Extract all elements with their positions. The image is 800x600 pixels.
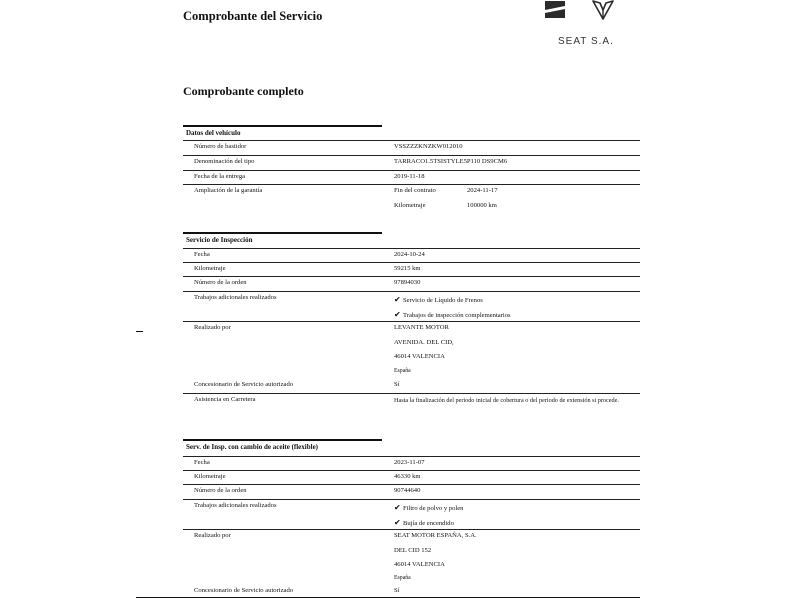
address-line: 46014 VALENCIA (394, 561, 445, 568)
row-value: 46330 km (394, 473, 421, 480)
section-title: Datos del vehículo (186, 129, 241, 137)
document-title: Comprobante del Servicio (183, 9, 323, 23)
table-row (183, 184, 640, 214)
work-item: ✔ Servicio de Líquido de Frenos (394, 295, 483, 304)
table-row (183, 456, 640, 470)
table-row (183, 155, 640, 170)
checkmark-icon: ✔ (394, 310, 401, 319)
table-row (183, 262, 640, 276)
row-value: 2019-11-18 (394, 173, 425, 180)
table-row (183, 170, 640, 184)
table-row (183, 321, 640, 381)
address-line: 46014 VALENCIA (394, 353, 445, 360)
row-label: Kilometraje (194, 473, 226, 480)
row-label: Concesionario de Servicio autorizado (194, 381, 294, 388)
row-label: Número de la orden (194, 279, 247, 286)
table-row (183, 499, 640, 529)
address-line: LEVANTE MOTOR (394, 324, 449, 331)
row-label: Ampliación de la garantía (194, 187, 263, 194)
row-label: Fecha de la entrega (194, 173, 246, 180)
vehicle-section-header (183, 125, 382, 140)
cupra-logo-icon (592, 0, 614, 20)
row-label: Realizado por (194, 324, 231, 331)
checkmark-icon: ✔ (394, 503, 401, 512)
row-value: 97894030 (394, 279, 421, 286)
row-value: Hasta la finalización del periodo inicial de cobertura o del periodo de extensión si procede. (394, 397, 619, 404)
row-value: Sí (394, 381, 400, 388)
seat-logo-icon (544, 0, 566, 19)
address-line: España (394, 368, 411, 374)
work-item: ✔ Bujía de encendido (394, 518, 454, 527)
warranty-end-label: Fin del contrato (394, 187, 436, 194)
row-label: Número de bastidor (194, 143, 247, 150)
warranty-km-value: 100000 km (467, 202, 497, 209)
table-row (183, 276, 640, 291)
work-item: ✔ Trabajos de inspección complementarios (394, 310, 511, 319)
bottom-rule (136, 597, 640, 598)
row-value: TARRACO1.5TSISTYLE5P110 DS9CM6 (394, 158, 508, 165)
row-label: Concesionario de Servicio autorizado (194, 587, 294, 594)
row-label: Trabajos adicionales realizados (194, 502, 277, 509)
row-label: Fecha (194, 459, 210, 466)
row-label: Número de la orden (194, 487, 247, 494)
row-label: Trabajos adicionales realizados (194, 294, 277, 301)
inspection-section-header (183, 232, 382, 247)
brand-header (538, 0, 628, 52)
address-line: DEL CID 152 (394, 547, 432, 554)
row-value: 59215 km (394, 265, 421, 272)
section-title: Serv. de Insp. con cambio de aceite (flexible) (186, 443, 319, 451)
table-row (183, 470, 640, 484)
margin-mark (136, 331, 143, 332)
row-label: Kilometraje (194, 265, 226, 272)
table-row (183, 587, 640, 597)
table-row (183, 248, 640, 262)
table-row (183, 529, 640, 587)
table-row (183, 484, 640, 499)
oil-service-section-header (183, 439, 382, 454)
table-row (183, 381, 640, 393)
row-value: 2024-10-24 (394, 251, 425, 258)
table-row (183, 393, 640, 422)
document-subtitle: Comprobante completo (183, 84, 304, 98)
section-title: Servicio de Inspección (186, 236, 253, 244)
warranty-km-label: Kilometraje (394, 202, 426, 209)
brand-name: SEAT S.A. (558, 36, 614, 47)
row-label: Denominación del tipo (194, 158, 255, 165)
table-row (183, 291, 640, 321)
row-label: Fecha (194, 251, 210, 258)
address-line: España (394, 575, 411, 581)
row-value: VSSZZZKNZKW012010 (394, 143, 463, 150)
row-label: Asistencia en Carretera (194, 396, 256, 403)
row-label: Realizado por (194, 532, 231, 539)
table-row (183, 140, 640, 155)
row-value: Sí (394, 587, 400, 594)
address-line: SEAT MOTOR ESPAÑA, S.A. (394, 532, 477, 539)
address-line: AVENIDA. DEL CID, (394, 339, 454, 346)
warranty-end-value: 2024-11-17 (467, 187, 498, 194)
row-value: 90744640 (394, 487, 421, 494)
checkmark-icon: ✔ (394, 518, 401, 527)
checkmark-icon: ✔ (394, 295, 401, 304)
work-item: ✔ Filtro de polvo y polen (394, 503, 464, 512)
row-value: 2023-11-07 (394, 459, 425, 466)
